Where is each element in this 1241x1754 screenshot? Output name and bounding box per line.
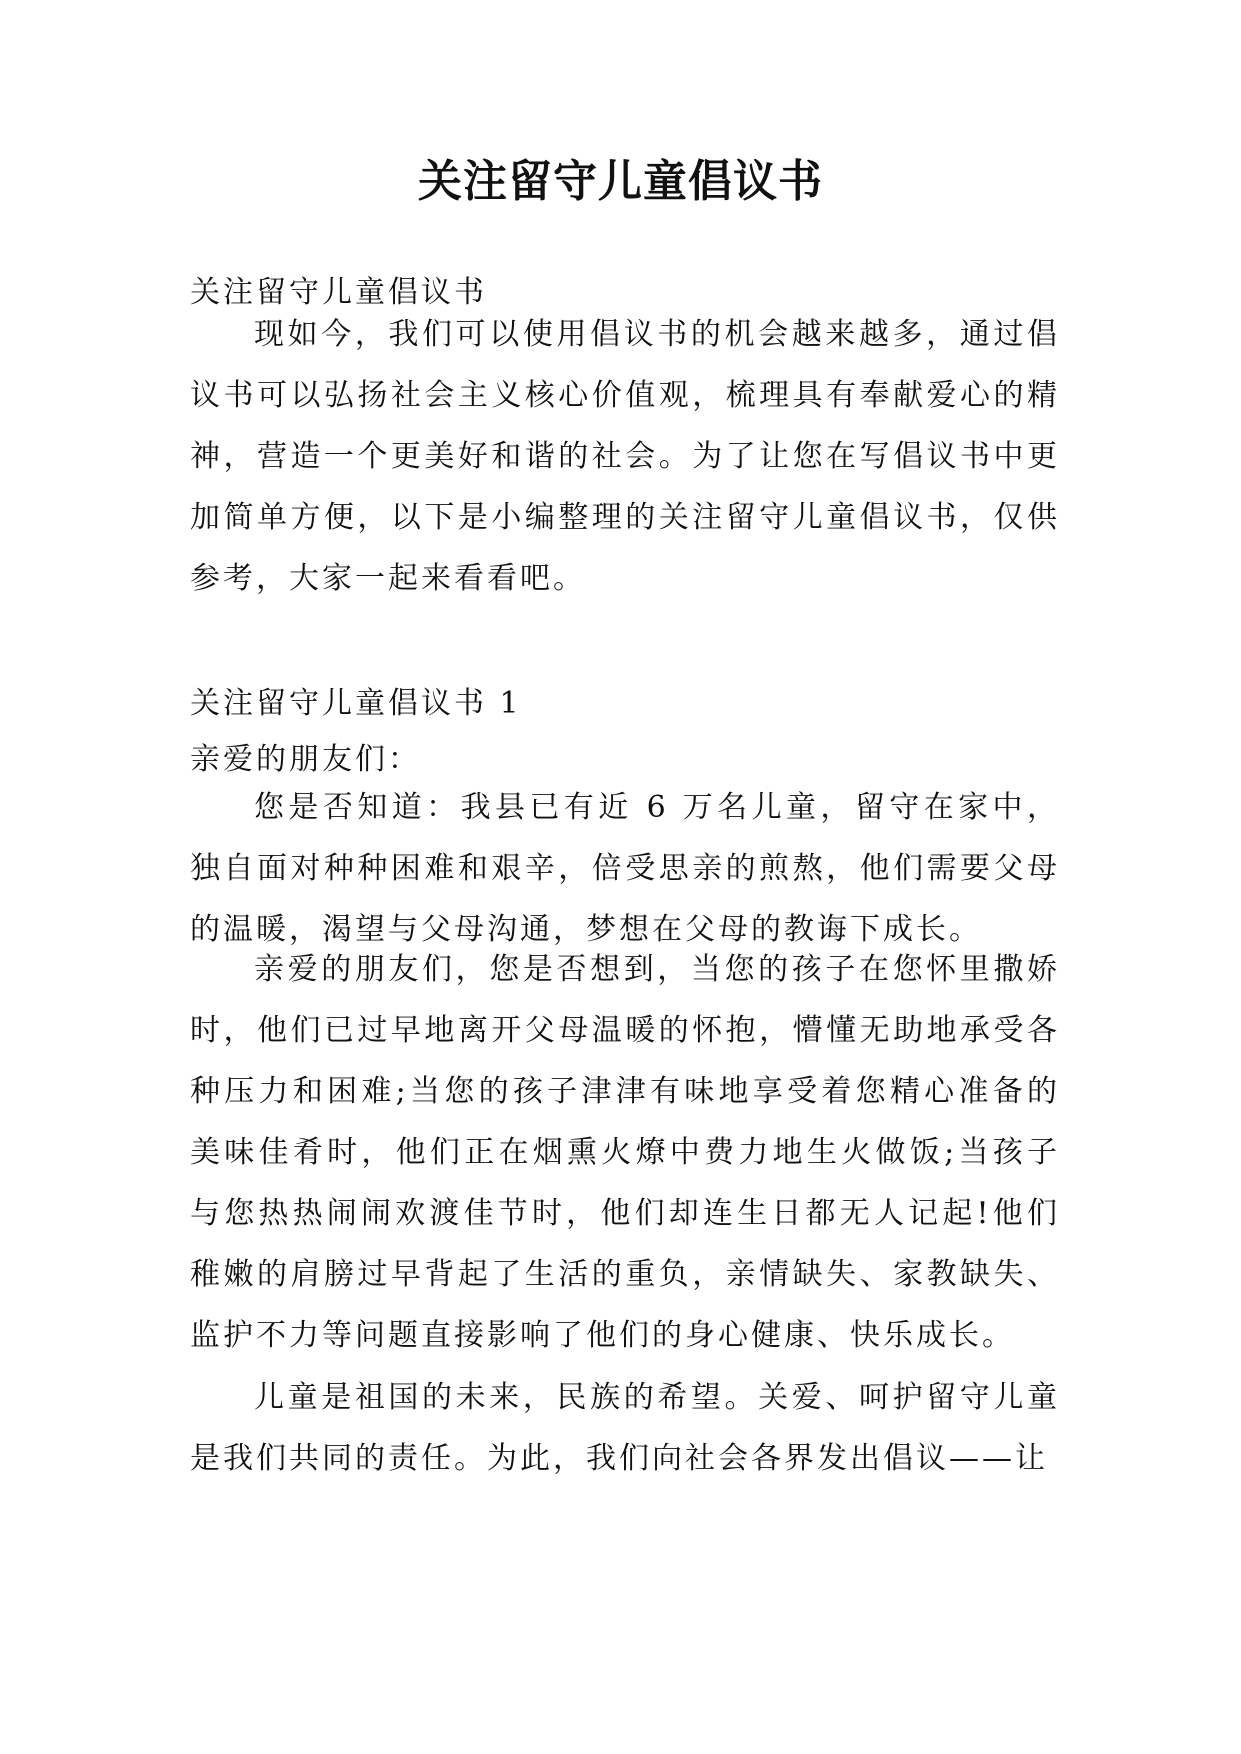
document-subtitle: 关注留守儿童倡议书 — [190, 275, 487, 310]
section-heading: 关注留守儿童倡议书 1 — [190, 686, 522, 721]
body-paragraph-2: 亲爱的朋友们，您是否想到，当您的孩子在您怀里撒娇时，他们已过早地离开父母温暖的怀抱，懵懂无助地承受各种压力和困难;当您的孩子津津有味地享受着您精心准备的美味佳肴时，他们正在烟熏火燎中费力地生火做饭;当孩子与您热热闹闹欢渡佳节时，他们却连生日都无人记起!他们稚嫩的肩膀过早背起了生活的重负，亲情缺失、家教缺失、监护不力等问题直接影响了他们的身心健康、快乐成长。 — [190, 952, 1060, 1353]
greeting: 亲爱的朋友们： — [190, 742, 421, 777]
document-title: 关注留守儿童倡议书 — [418, 156, 823, 207]
body-paragraph-3: 儿童是祖国的未来，民族的希望。关爱、呵护留守儿童是我们共同的责任。为此，我们向社会各界发出倡议——让 — [190, 1380, 1060, 1476]
body-paragraph-1: 您是否知道：我县已有近 6 万名儿童，留守在家中，独自面对种种困难和艰辛，倍受思亲的煎熬，他们需要父母的温暖，渴望与父母沟通，梦想在父母的教诲下成长。 — [190, 790, 1060, 947]
intro-paragraph: 现如今，我们可以使用倡议书的机会越来越多，通过倡议书可以弘扬社会主义核心价值观，梳理具有奉献爱心的精神，营造一个更美好和谐的社会。为了让您在写倡议书中更加简单方便，以下是小编整理的关注留守儿童倡议书，仅供参考，大家一起来看看吧。 — [190, 317, 1060, 596]
